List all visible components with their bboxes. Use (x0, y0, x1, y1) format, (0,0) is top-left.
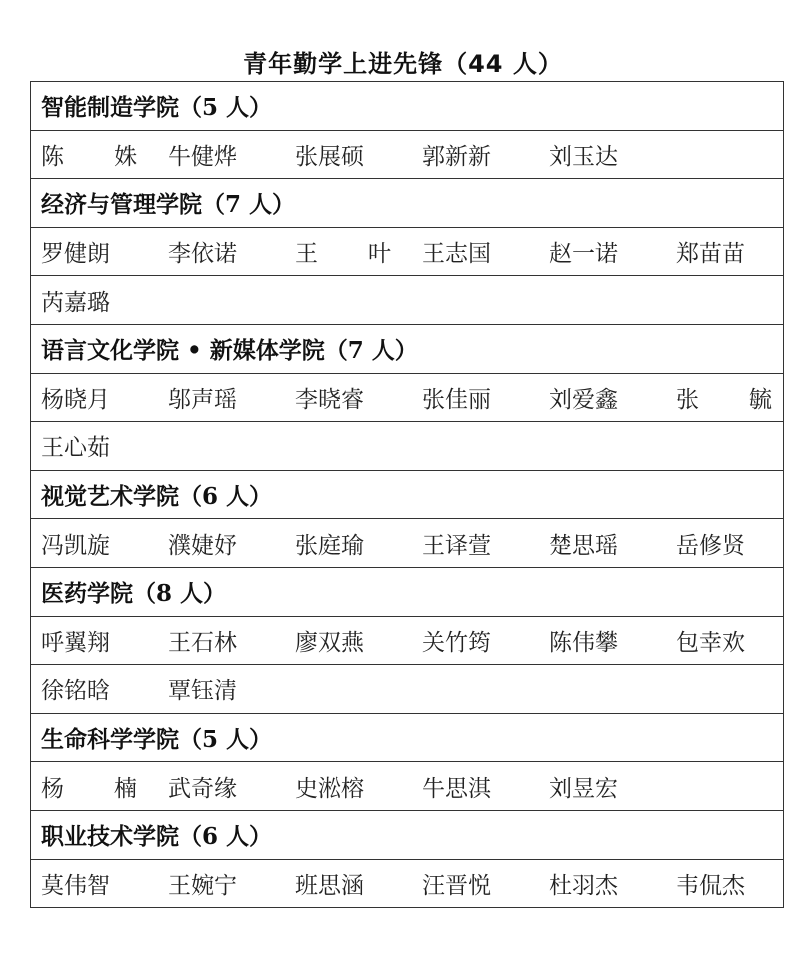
person-name: 楚思瑶 (549, 532, 618, 559)
person-name: 张 毓 (676, 386, 772, 413)
person-name: 杨 楠 (41, 775, 137, 802)
person-name: 芮嘉璐 (41, 289, 110, 316)
names-row (31, 665, 784, 714)
names-list (31, 381, 783, 414)
person-name: 班思涵 (295, 872, 364, 899)
table-cell (31, 324, 784, 373)
names-row (31, 859, 784, 908)
person-name: 韦侃杰 (676, 872, 745, 899)
document-title: 青年勤学上进先锋（44 人） (243, 50, 563, 78)
person-name: 牛思淇 (422, 775, 491, 802)
person-name: 史淞榕 (295, 775, 364, 802)
names-row (31, 616, 784, 665)
college-header-row (31, 82, 784, 131)
college-header-row (31, 567, 784, 616)
table-cell (31, 616, 784, 665)
names-row (31, 130, 784, 179)
person-name: 刘玉达 (549, 143, 618, 170)
table-cell (31, 519, 784, 568)
names-list (31, 672, 783, 705)
person-name: 张佳丽 (422, 386, 491, 413)
person-name: 陈伟攀 (549, 629, 618, 656)
person-name: 王志国 (422, 241, 491, 268)
person-name: 廖双燕 (295, 629, 364, 656)
college-header-row (31, 324, 784, 373)
names-list (31, 867, 783, 900)
names-list (31, 624, 783, 657)
table-cell (31, 82, 784, 131)
person-name: 王译萱 (422, 532, 491, 559)
names-row (31, 373, 784, 422)
names-row (31, 422, 784, 471)
person-name: 赵一诺 (549, 241, 618, 268)
person-name: 邬声瑶 (168, 386, 237, 413)
person-name: 刘昱宏 (549, 775, 618, 802)
table-cell (31, 422, 784, 471)
names-list (31, 527, 783, 560)
person-name: 呼翼翔 (41, 629, 110, 656)
names-list (31, 138, 783, 171)
person-name: 王石林 (168, 629, 237, 656)
person-name: 王婉宁 (168, 872, 237, 899)
college-name: 智能制造学院（5 人） (41, 94, 273, 122)
roster-table (30, 81, 784, 908)
person-name: 汪晋悦 (422, 872, 491, 899)
names-list (31, 284, 783, 317)
person-name: 徐铭晗 (41, 678, 110, 705)
person-name: 岳修贤 (676, 532, 745, 559)
table-cell (31, 713, 784, 762)
person-name: 莫伟智 (41, 872, 110, 899)
person-name: 杜羽杰 (549, 872, 618, 899)
person-name: 郑苗苗 (676, 241, 745, 268)
table-cell (31, 859, 784, 908)
person-name: 刘爱鑫 (549, 386, 618, 413)
person-name: 张展硕 (295, 143, 364, 170)
college-name: 职业技术学院（6 人） (41, 823, 273, 851)
table-cell (31, 810, 784, 859)
person-name: 武奇缘 (168, 775, 237, 802)
person-name: 王 叶 (295, 241, 391, 268)
names-row (31, 519, 784, 568)
college-name: 医药学院（8 人） (41, 580, 227, 608)
college-name: 经济与管理学院（7 人） (41, 191, 296, 219)
names-list (31, 429, 783, 462)
table-cell (31, 179, 784, 228)
person-name: 覃钰清 (168, 678, 237, 705)
names-list (31, 770, 783, 803)
person-name: 李依诺 (168, 241, 237, 268)
table-cell (31, 567, 784, 616)
names-row (31, 762, 784, 811)
person-name: 牛健烨 (168, 143, 237, 170)
table-cell (31, 130, 784, 179)
names-row (31, 276, 784, 325)
table-cell (31, 227, 784, 276)
college-name: 生命科学学院（5 人） (41, 726, 273, 754)
college-name: 语言文化学院 • 新媒体学院（7 人） (41, 337, 418, 365)
person-name: 郭新新 (422, 143, 491, 170)
names-row (31, 227, 784, 276)
person-name: 冯凯旋 (41, 532, 110, 559)
names-list (31, 235, 783, 268)
person-name: 李晓睿 (295, 386, 364, 413)
college-name: 视觉艺术学院（6 人） (41, 483, 273, 511)
person-name: 关竹筠 (422, 629, 491, 656)
table-cell (31, 373, 784, 422)
college-header-row (31, 470, 784, 519)
table-cell (31, 470, 784, 519)
table-cell (31, 276, 784, 325)
college-header-row (31, 713, 784, 762)
person-name: 罗健朗 (41, 241, 110, 268)
person-name: 杨晓月 (41, 386, 110, 413)
table-cell (31, 665, 784, 714)
person-name: 濮婕妤 (168, 532, 237, 559)
person-name: 王心茹 (41, 435, 110, 462)
college-header-row (31, 810, 784, 859)
person-name: 陈 姝 (41, 143, 137, 170)
person-name: 包幸欢 (676, 629, 745, 656)
table-cell (31, 762, 784, 811)
college-header-row (31, 179, 784, 228)
person-name: 张庭瑜 (295, 532, 364, 559)
